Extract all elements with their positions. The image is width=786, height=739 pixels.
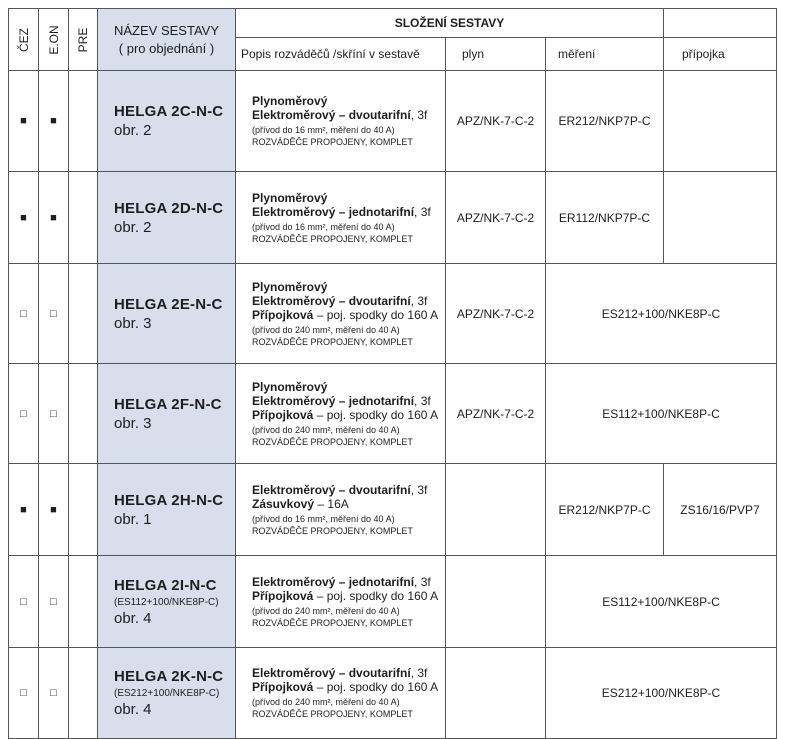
description-cell: [236, 364, 446, 464]
pripojka-cell: [664, 71, 777, 172]
description-komplet: ROZVÁDĚČE PROPOJENY, KOMPLET: [252, 436, 413, 447]
col-header-pripojka: přípojka: [664, 38, 777, 71]
description-line-2: Elektroměrový – dvoutarifní, 3f: [252, 293, 428, 308]
col-header-slozeni: SLOŽENÍ SESTAVY: [236, 9, 664, 38]
description-komplet: ROZVÁDĚČE PROPOJENY, KOMPLET: [252, 233, 413, 244]
assembly-table: [8, 8, 777, 739]
description-line-2: Zásuvkový – 16A: [252, 496, 349, 511]
table-row: [9, 364, 777, 464]
assembly-note: (ES212+100/NKE8P-C): [114, 688, 220, 699]
assembly-name: HELGA 2K-N-C: [114, 668, 224, 685]
assembly-name: HELGA 2F-N-C: [114, 395, 222, 413]
description-spec: (přívod do 240 mm², měření do 40 A): [252, 424, 400, 435]
pripojka-cell: ZS16/16/PVP7: [664, 464, 777, 556]
description-spec: (přívod do 16 mm², měření do 40 A): [252, 513, 395, 524]
assembly-note: (ES112+100/NKE8P-C): [114, 596, 219, 608]
assembly-name: HELGA 2D-N-C: [114, 199, 224, 217]
description-line-2: Přípojková – poj. spodky do 160 A: [252, 680, 439, 694]
pre-availability: [69, 556, 98, 648]
col-header-pre: PRE: [69, 9, 98, 71]
description-line-3: Přípojková – poj. spodky do 160 A: [252, 307, 439, 322]
col-header-eon: E.ON: [39, 9, 69, 71]
description-line-2: Elektroměrový – jednotarifní, 3f: [252, 204, 431, 219]
description-spec: (přívod do 240 mm², měření do 40 A): [252, 324, 400, 335]
pre-availability: [69, 464, 98, 556]
plyn-cell: APZ/NK-7-C-2: [446, 264, 546, 364]
cez-availability: ■: [9, 172, 39, 264]
pre-availability: [69, 264, 98, 364]
description-line-1: Elektroměrový – jednotarifní, 3f: [252, 574, 431, 589]
description-cell: [236, 648, 446, 739]
table-body: [9, 71, 777, 739]
assembly-name-cell: [98, 648, 236, 739]
col-header-popis: Popis rozváděčů /skříní v sestavě: [236, 38, 446, 71]
description-cell: [236, 464, 446, 556]
description-cell: [236, 264, 446, 364]
description-komplet: ROZVÁDĚČE PROPOJENY, KOMPLET: [252, 617, 413, 628]
header-empty-cell: [664, 9, 777, 38]
figure-ref: obr. 2: [114, 122, 152, 139]
table-row: [9, 648, 777, 739]
assembly-name-cell: [98, 264, 236, 364]
assembly-name-cell: [98, 464, 236, 556]
mereni-cell: ER212/NKP7P-C: [546, 464, 664, 556]
col-header-plyn: plyn: [446, 38, 546, 71]
cez-availability: □: [9, 556, 39, 648]
assembly-name-cell: [98, 364, 236, 464]
cez-availability: □: [9, 648, 39, 739]
description-line-1: Plynoměrový: [252, 379, 328, 394]
assembly-name: HELGA 2I-N-C: [114, 576, 217, 594]
description-komplet: ROZVÁDĚČE PROPOJENY, KOMPLET: [252, 709, 413, 719]
mereni-pripojka-cell: ES112+100/NKE8P-C: [546, 364, 777, 464]
description-spec: (přívod do 240 mm², měření do 40 A): [252, 697, 400, 707]
mereni-pripojka-cell: ES212+100/NKE8P-C: [546, 648, 777, 739]
description-komplet: ROZVÁDĚČE PROPOJENY, KOMPLET: [252, 525, 413, 536]
eon-availability: □: [39, 264, 69, 364]
cez-availability: □: [9, 364, 39, 464]
figure-ref: obr. 2: [114, 218, 152, 236]
table-row: [9, 556, 777, 648]
col-header-cez: ČEZ: [9, 9, 39, 71]
description-line-1: Plynoměrový: [252, 94, 328, 108]
figure-ref: obr. 1: [114, 510, 152, 528]
table-row: [9, 172, 777, 264]
description-line-1: Elektroměrový – dvoutarifní, 3f: [252, 666, 428, 680]
figure-ref: obr. 3: [114, 414, 152, 432]
pripojka-cell: [664, 172, 777, 264]
mereni-pripojka-cell: ES212+100/NKE8P-C: [546, 264, 777, 364]
assembly-name-cell: [98, 556, 236, 648]
description-spec: (přívod do 240 mm², měření do 40 A): [252, 605, 400, 616]
cez-availability: □: [9, 264, 39, 364]
eon-availability: ■: [39, 71, 69, 172]
assembly-name: HELGA 2C-N-C: [114, 103, 224, 120]
table-row: [9, 264, 777, 364]
eon-availability: ■: [39, 464, 69, 556]
description-komplet: ROZVÁDĚČE PROPOJENY, KOMPLET: [252, 336, 413, 347]
eon-availability: ■: [39, 172, 69, 264]
pre-availability: [69, 172, 98, 264]
assembly-name-cell: [98, 172, 236, 264]
cez-availability: ■: [9, 71, 39, 172]
description-spec: (přívod do 16 mm², měření do 40 A): [252, 125, 395, 135]
plyn-cell: [446, 556, 546, 648]
assembly-name: HELGA 2H-N-C: [114, 491, 224, 509]
description-line-2: Elektroměrový – jednotarifní, 3f: [252, 393, 431, 408]
description-line-3: Přípojková – poj. spodky do 160 A: [252, 407, 439, 422]
mereni-pripojka-cell: ES112+100/NKE8P-C: [546, 556, 777, 648]
plyn-cell: APZ/NK-7-C-2: [446, 172, 546, 264]
cez-availability: ■: [9, 464, 39, 556]
description-line-1: Elektroměrový – dvoutarifní, 3f: [252, 482, 428, 497]
eon-availability: □: [39, 648, 69, 739]
pre-availability: [69, 648, 98, 739]
plyn-cell: [446, 464, 546, 556]
eon-availability: □: [39, 556, 69, 648]
assembly-name: HELGA 2E-N-C: [114, 295, 223, 313]
description-cell: [236, 71, 446, 172]
assembly-name-cell: [98, 71, 236, 172]
figure-ref: obr. 3: [114, 314, 152, 332]
description-line-1: Plynoměrový: [252, 279, 328, 294]
pre-availability: [69, 71, 98, 172]
description-komplet: ROZVÁDĚČE PROPOJENY, KOMPLET: [252, 137, 413, 147]
pre-availability: [69, 364, 98, 464]
eon-availability: □: [39, 364, 69, 464]
description-cell: [236, 172, 446, 264]
table-row: [9, 71, 777, 172]
table-row: [9, 464, 777, 556]
plyn-cell: APZ/NK-7-C-2: [446, 364, 546, 464]
description-line-2: Elektroměrový – dvoutarifní, 3f: [252, 108, 428, 122]
plyn-cell: [446, 648, 546, 739]
col-header-mereni: měření: [546, 38, 664, 71]
figure-ref: obr. 4: [114, 701, 152, 718]
col-header-name: NÁZEV SESTAVY ( pro objednání ): [98, 9, 236, 71]
figure-ref: obr. 4: [114, 609, 152, 627]
description-spec: (přívod do 16 mm², měření do 40 A): [252, 221, 395, 232]
mereni-cell: ER112/NKP7P-C: [546, 172, 664, 264]
description-cell: [236, 556, 446, 648]
description-line-2: Přípojková – poj. spodky do 160 A: [252, 588, 439, 603]
description-line-1: Plynoměrový: [252, 190, 328, 205]
plyn-cell: APZ/NK-7-C-2: [446, 71, 546, 172]
mereni-cell: ER212/NKP7P-C: [546, 71, 664, 172]
